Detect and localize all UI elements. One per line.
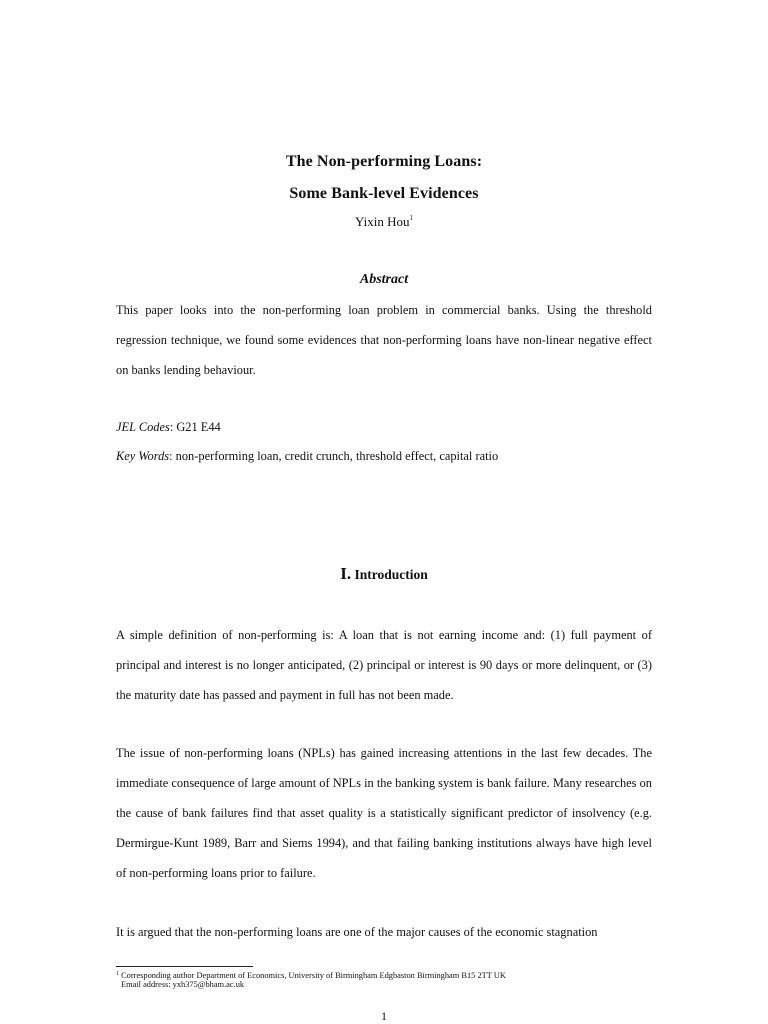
section-number: I.: [340, 564, 352, 583]
author-footnote-mark: 1: [409, 214, 414, 222]
jel-codes-line: [116, 419, 221, 435]
footnote-separator: [116, 966, 253, 967]
section-heading: [0, 564, 768, 584]
body-paragraph: It is argued that the non-performing loans are one of the major causes of the economic stagnation: [116, 925, 598, 939]
paper-title-line-1: The Non-performing Loans:: [285, 153, 483, 170]
author-name: Yixin Hou: [354, 214, 410, 229]
jel-codes-label: JEL Codes: [116, 420, 170, 434]
paper-title-line-2: Some Bank-level Evidences: [289, 185, 479, 202]
keywords-line: [116, 448, 498, 464]
page-number: 1: [381, 1009, 387, 1023]
author-line: [0, 214, 768, 230]
keywords-value: : non-performing loan, credit crunch, threshold effect, capital ratio: [169, 449, 499, 463]
footnote-mark: 1: [116, 971, 119, 977]
abstract-heading: Abstract: [359, 272, 409, 287]
footnote-text: Corresponding author Department of Economics, University of Birmingham Edgbaston Birmingham B15 2TT UK: [121, 971, 506, 980]
footnote-email: Email address: yxh375@bham.ac.uk: [121, 980, 245, 989]
keywords-label: Key Words: [116, 449, 170, 463]
body-paragraph: A simple definition of non-performing is: A loan that is not earning income and: (1) full payment of principal and interest is no longer anticipated, (2) principal or interest is 90 days or more delinquent, or (3) the maturity date has passed and payment in full has not been made.: [116, 628, 652, 702]
section-title: Introduction: [354, 567, 428, 582]
body-paragraph: The issue of non-performing loans (NPLs) has gained increasing attentions in the last few decades. The immediate consequence of large amount of NPLs in the banking system is bank failure. Many researches on the cause of bank failures find that asset quality is a statistically significant predictor of insolvency (e.g. Dermirgue-Kunt 1989, Barr and Siems 1994), and that failing banking institutions always have high level of non-performing loans prior to failure.: [116, 746, 652, 880]
jel-codes-value: : G21 E44: [169, 420, 221, 434]
abstract-text: This paper looks into the non-performing loan problem in commercial banks. Using the threshold regression technique, we found some evidences that non-performing loans have non-linear negative effect on banks lending behaviour.: [116, 303, 652, 377]
